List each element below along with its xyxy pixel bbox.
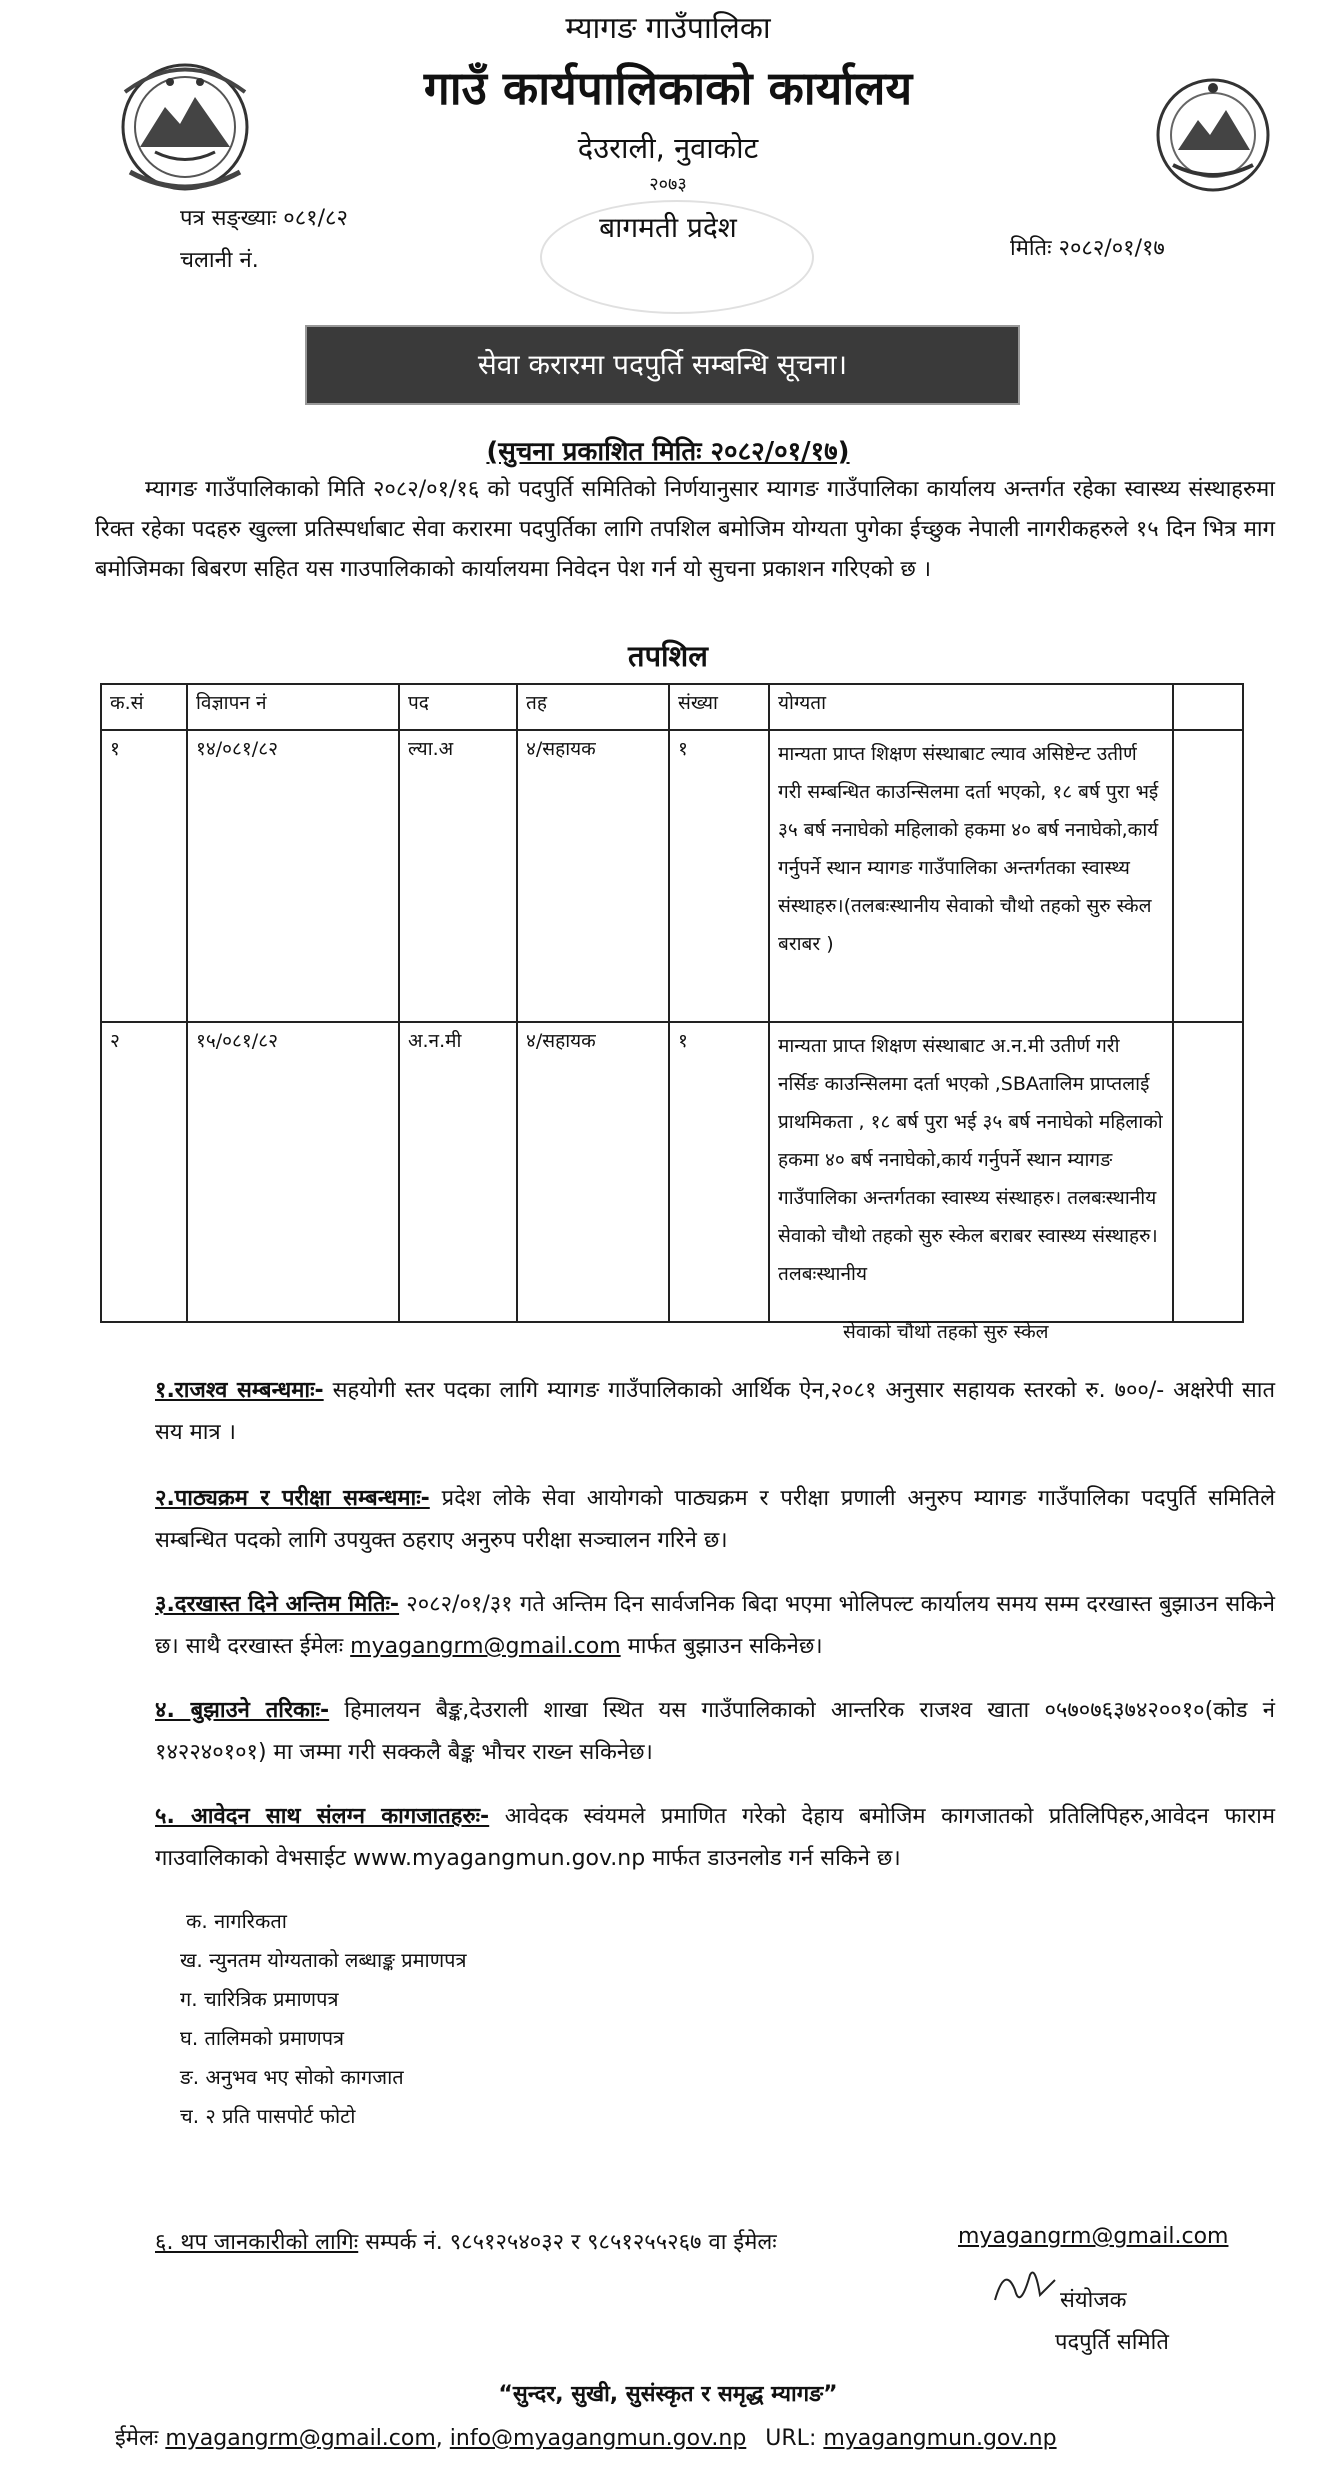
list-item: क. नागरिकता [186, 1909, 287, 1933]
nepal-emblem-icon [100, 52, 270, 202]
dispatch-number: चलानी नं. [180, 248, 259, 273]
cell-level: ४/सहायक [517, 730, 669, 1022]
signature-committee: पदपुर्ति समिति [1055, 2330, 1169, 2355]
section-payment-heading: ४. बुझाउने तरिकाः- [155, 1698, 330, 1723]
office-title: गाउँ कार्यपालिकाको कार्यालय [423, 61, 913, 115]
issue-date: मितिः २०८२/०१/१७ [1010, 236, 1165, 261]
list-item: ख. न्युनतम योग्यताको लब्धाङ्क प्रमाणपत्र [180, 1948, 467, 1972]
section-deadline-tail: मार्फत बुझाउन सकिनेछ। [627, 1634, 823, 1659]
header-blank [1173, 684, 1243, 730]
cell-level: ४/सहायक [517, 1022, 669, 1322]
published-date: (सुचना प्रकाशित मितिः २०८२/०१/१७) [486, 437, 850, 467]
footer-info-email-link[interactable]: info@myagangmun.gov.np [449, 2426, 747, 2451]
letter-number: पत्र सङ्ख्याः ०८१/८२ [180, 206, 348, 231]
list-item: ङ. अनुभव भए सोको कागजात [180, 2065, 404, 2089]
vacancy-table [100, 683, 1244, 1323]
table-header-row [101, 684, 1243, 730]
header-level: तह [517, 684, 669, 730]
cell-post: अ.न.मी [399, 1022, 517, 1322]
list-item: ग. चारित्रिक प्रमाणपत्र [180, 1987, 339, 2011]
section-revenue-heading: १.राजश्व सम्बन्धमाः- [155, 1378, 324, 1403]
municipality-logo-icon [1148, 70, 1278, 200]
header-count: संख्या [669, 684, 769, 730]
section-payment-body: हिमालयन बैङ्क,देउराली शाखा स्थित यस गाउँपालिकाको आन्तरिक राजश्व खाता ०५७०७६३७४२००१०(कोड नं १४२२४०१०१) मा जम्मा गरी सक्कलै बैङ्क भौचर राख्न सकिनेछ। [155, 1698, 1275, 1765]
contact-body: सम्पर्क नं. ९८५१२५४०३२ र ९८५१२५५२६७ वा ईमेलः [365, 2230, 777, 2255]
section-syllabus-heading: २.पाठ्यक्रम र परीक्षा सम्बन्धमाः- [155, 1486, 430, 1511]
section-revenue-body: सहयोगी स्तर पदका लागि म्यागङ गाउँपालिकाको आर्थिक ऐन,२०८१ अनुसार सहायक स्तरको रु. ७००/- अक्षरेपी सात सय मात्र । [155, 1378, 1276, 1445]
section-deadline-heading: ३.दरखास्त दिने अन्तिम मितिः- [155, 1592, 400, 1617]
section-payment [155, 1690, 1275, 1774]
contact-line [155, 2226, 777, 2256]
cell-post: ल्या.अ [399, 730, 517, 1022]
section-deadline [155, 1584, 1275, 1668]
contact-heading: ६. थप जानकारीको लागिः [155, 2230, 359, 2255]
table-caption: तपशिल [628, 639, 708, 673]
footer-comma: , [435, 2426, 443, 2451]
footer-url-label: URL: [765, 2426, 817, 2451]
contact-email-link[interactable]: myagangrm@gmail.com [958, 2224, 1229, 2249]
section-syllabus-body: प्रदेश लोके सेवा आयोगको पाठ्यक्रम र परीक्षा प्रणाली अनुरुप म्यागङ गाउँपालिका पदपुर्ति समितिले सम्बन्धित पदको लागि उपयुक्त ठहराए अनुरुप परीक्षा सञ्चालन गरिने छ। [155, 1486, 1275, 1553]
cell-blank [1173, 1022, 1243, 1322]
section-revenue [155, 1370, 1275, 1454]
section-deadline-body: २०८२/०१/३१ गते अन्तिम दिन सार्वजनिक बिदा भएमा भोलिपल्ट कार्यालय समय सम्म दरखास्त बुझाउन सकिने छ। साथै दरखास्त ईमेलः [155, 1592, 1276, 1659]
cell-ad-no: १५/०८१/८२ [187, 1022, 399, 1322]
table-row [101, 1022, 1243, 1322]
notice-title: सेवा करारमा पदपुर्ति सम्बन्धि सूचना। [305, 325, 1020, 405]
footer-contacts [115, 2422, 1057, 2452]
intro-paragraph: म्यागङ गाउँपालिकाको मिति २०८२/०१/१६ को पदपुर्ति समितिको निर्णयानुसार म्यागङ गाउँपालिका कार्यालय अन्तर्गत रहेका स्वास्थ्य संस्थाहरुमा रिक्त रहेका पदहरु खुल्ला प्रतिस्पर्धाबाट सेवा करारमा पदपुर्तिका लागि तपशिल बमोजिम योग्यता पुगेका ईच्छुक नेपाली नागरीकहरुले १५ दिन भित्र माग बमोजिमका बिबरण सहित यस गाउपालिकाको कार्यालयमा निवेदन पेश गर्न यो सुचना प्रकाशन गरिएको छ । [95, 477, 1275, 582]
footer-email-label: ईमेलः [115, 2426, 159, 2451]
signature-role: संयोजक [1060, 2288, 1127, 2313]
header-post: पद [399, 684, 517, 730]
cell-count: १ [669, 730, 769, 1022]
section-documents [155, 1796, 1275, 1880]
cell-qualification: मान्यता प्राप्त शिक्षण संस्थाबाट अ.न.मी उतीर्ण गरी नर्सिङ काउन्सिलमा दर्ता भएको ,SBAतालिम प्राप्तलाई प्राथमिकता , १८ बर्ष पुरा भई ३५ बर्ष ननाघेको महिलाको हकमा ४० बर्ष ननाघेको,कार्य गर्नुपर्ने स्थान म्यागङ गाउँपालिका अन्तर्गतका स्वास्थ्य संस्थाहरु। तलबःस्थानीय सेवाको चौथो तहको सुरु स्केल बराबर स्वास्थ्य संस्थाहरु। तलबःस्थानीय [769, 1022, 1173, 1322]
establish-year: २०७३ [649, 174, 687, 195]
section-documents-heading: ५. आवेदन साथ संलग्न कागजातहरुः- [155, 1804, 490, 1829]
footer-slogan: “सुन्दर, सुखी, सुसंस्कृत र समृद्ध म्यागङ” [498, 2382, 838, 2407]
header-sn: क.सं [101, 684, 187, 730]
cell-blank [1173, 730, 1243, 1022]
footer-email-link[interactable]: myagangrm@gmail.com [165, 2426, 436, 2451]
list-item: च. २ प्रति पासपोर्ट फोटो [180, 2104, 356, 2128]
deadline-email-link[interactable]: myagangrm@gmail.com [350, 1634, 621, 1659]
province-name: बागमती प्रदेश [599, 211, 737, 244]
cell-ad-no: १४/०८१/८२ [187, 730, 399, 1022]
section-syllabus [155, 1478, 1275, 1562]
footer-url-link[interactable]: myagangmun.gov.np [823, 2426, 1057, 2451]
section-documents-body: आवेदक स्वंयमले प्रमाणित गरेको देहाय बमोजिम कागजातको प्रतिलिपिहरु,आवेदन फाराम गाउवालिकाको वेभसाईट www.myagangmun.gov.np मार्फत डाउनलोड गर्न सकिने छ। [155, 1804, 1275, 1871]
cell-qualification: मान्यता प्राप्त शिक्षण संस्थाबाट ल्याव असिष्टेन्ट उतीर्ण गरी सम्बन्धित काउन्सिलमा दर्ता भएको, १८ बर्ष पुरा भई ३५ बर्ष ननाघेको महिलाको हकमा ४० बर्ष ननाघेको,कार्य गर्नुपर्ने स्थान म्यागङ गाउँपालिका अन्तर्गतका स्वास्थ्य संस्थाहरु।(तलबःस्थानीय सेवाको चौथो तहको सुरु स्केल बराबर ) [769, 730, 1173, 1022]
table-overflow-line: सेवाको चौथो तहको सुरु स्केल [843, 1321, 1049, 1343]
cell-sn: १ [101, 730, 187, 1022]
signature-icon [985, 2260, 1065, 2320]
cell-sn: २ [101, 1022, 187, 1322]
office-location: देउराली, नुवाकोट [577, 131, 759, 165]
header-qualification: योग्यता [769, 684, 1173, 730]
municipality-name: म्यागङ गाउँपालिका [565, 11, 771, 46]
cell-count: १ [669, 1022, 769, 1322]
table-row [101, 730, 1243, 1022]
header-ad-no: विज्ञापन नं [187, 684, 399, 730]
list-item: घ. तालिमको प्रमाणपत्र [180, 2026, 345, 2050]
documents-list [180, 1902, 467, 2136]
